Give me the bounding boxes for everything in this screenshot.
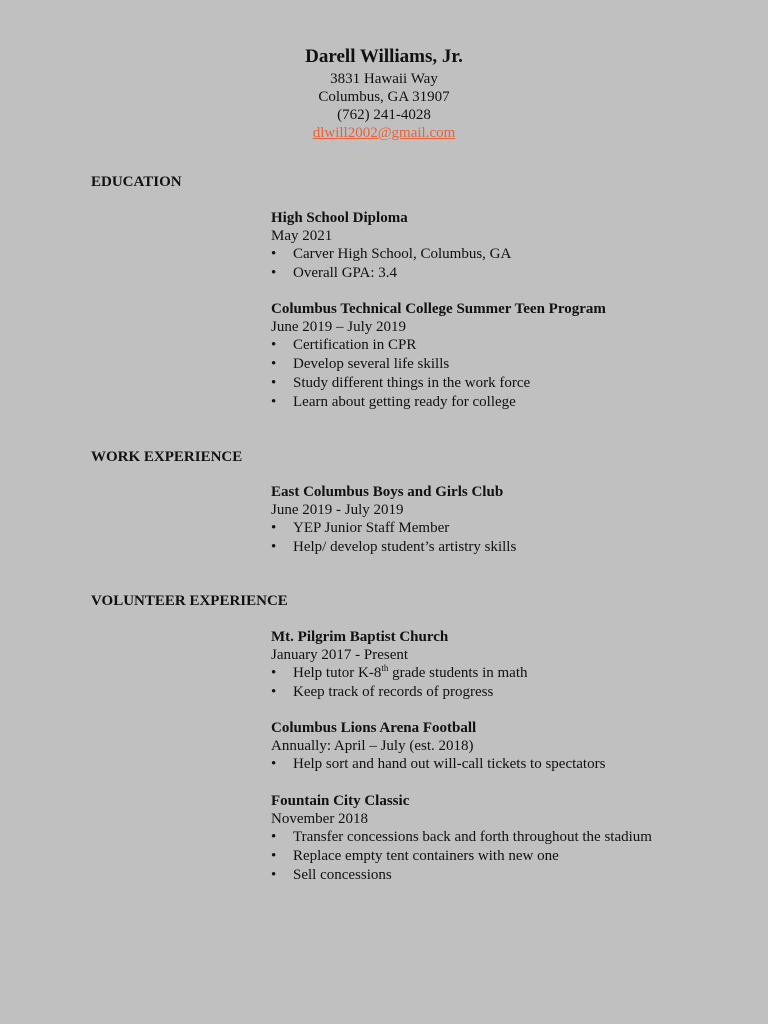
list-item: • YEP Junior Staff Member [271,520,450,536]
list-item: • Replace empty tent containers with new one [271,848,559,864]
list-item: • Help/ develop student’s artistry skills [271,539,517,555]
list-item: • Carver High School, Columbus, GA [271,246,512,262]
bullet-icon: • [271,356,277,372]
list-item: • Keep track of records of progress [271,684,494,700]
bullet-list [271,336,751,412]
bullet-icon: • [271,375,277,391]
city-state-zip: Columbus, GA 31907 [318,89,450,105]
work-entry [271,483,751,557]
list-item: • Help sort and hand out will-call tickets to spectators [271,756,606,772]
list-item: • Transfer concessions back and forth throughout the stadium [271,829,652,845]
bullet-icon: • [271,337,277,353]
list-item: • Help tutor K-8th grade students in math [271,663,528,681]
list-item: • Learn about getting ready for college [271,394,516,410]
street-address: 3831 Hawaii Way [330,71,438,87]
bullet-icon: • [271,867,277,883]
entry-title: Columbus Technical College Summer Teen Program [271,301,606,317]
list-item: • Develop several life skills [271,356,450,372]
entry-date: Annually: April – July (est. 2018) [271,738,474,754]
bullet-icon: • [271,520,277,536]
bullet-icon: • [271,756,277,772]
entry-date: January 2017 - Present [271,647,409,663]
section-title-volunteer-experience: VOLUNTEER EXPERIENCE [91,593,288,609]
list-item: • Study different things in the work force [271,375,531,391]
bullet-icon: • [271,829,277,845]
section-title-education: EDUCATION [91,174,182,190]
bullet-icon: • [271,848,277,864]
email-link[interactable]: dlwill2002@gmail.com [312,125,456,141]
bullet-icon: • [271,246,277,262]
volunteer-entry [271,628,751,702]
list-item: • Certification in CPR [271,337,417,353]
bullet-icon: • [271,665,277,681]
entry-date: June 2019 - July 2019 [271,502,404,518]
entry-title: Mt. Pilgrim Baptist Church [271,629,449,645]
bullet-icon: • [271,265,277,281]
entry-date: June 2019 – July 2019 [271,319,406,335]
resume-header [0,44,768,142]
bullet-icon: • [271,539,277,555]
entry-title: Fountain City Classic [271,793,410,809]
bullet-list [271,519,751,557]
entry-date: November 2018 [271,811,369,827]
education-entry [271,300,751,412]
bullet-list [271,755,751,774]
bullet-icon: • [271,684,277,700]
entry-title: High School Diploma [271,210,408,226]
entry-title: Columbus Lions Arena Football [271,720,477,736]
bullet-icon: • [271,394,277,410]
bullet-list [271,245,751,283]
bullet-list [271,664,751,702]
phone-number: (762) 241-4028 [337,107,431,123]
entry-title: East Columbus Boys and Girls Club [271,484,504,500]
bullet-list [271,828,751,885]
education-entry [271,209,751,283]
entry-date: May 2021 [271,228,333,244]
volunteer-entry [271,792,751,885]
volunteer-entry [271,719,751,774]
list-item: • Sell concessions [271,867,392,883]
list-item: • Overall GPA: 3.4 [271,265,398,281]
applicant-name: Darell Williams, Jr. [305,46,463,67]
section-title-work-experience: WORK EXPERIENCE [91,449,243,465]
